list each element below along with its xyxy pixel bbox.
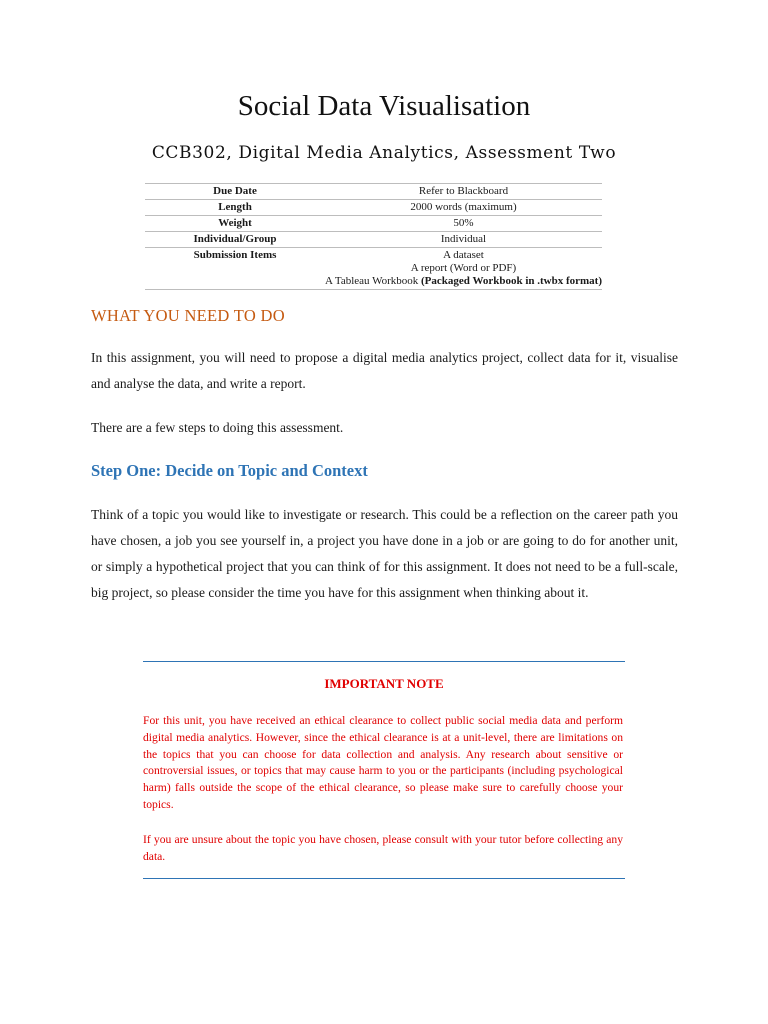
submission-item: A dataset [443,249,484,261]
table-row [145,184,602,200]
row-label: Length [218,201,252,213]
row-label: Weight [218,217,252,229]
row-value: Refer to Blackboard [418,185,509,197]
section-heading: WHAT YOU NEED TO DO [91,306,285,325]
row-value: Individual [440,233,487,245]
table-row [145,216,602,232]
table-row [145,200,602,216]
row-label: Due Date [213,185,257,197]
note-top-divider [143,661,625,662]
note-bottom-divider [143,878,625,879]
page-title: Social Data Visualisation [237,90,531,122]
assessment-details-table [145,183,602,290]
note-paragraph: If you are unsure about the topic you have chosen, please consult with your tutor before collecting any data. [143,833,623,863]
submission-item [325,275,602,288]
table-row [145,232,602,248]
note-paragraph: For this unit, you have received an ethical clearance to collect public social media data and perform digital media analytics. However, since the ethical clearance is at a unit-level, there are limitations on the topics that you can choose for data collection and analysis. Any research about sensitive or controversial issues, or topics that may cause harm to you or the participants (including psychological harm) falls outside the scope of the ethical clearance, so please make sure to carefully choose your topics. [143,714,623,811]
table-row [145,248,602,290]
step-one-paragraph: Think of a topic you would like to investigate or research. This could be a reflection on the career path you have chosen, a job you see yourself in, a project you have done in a job or are going to do for another unit, or simply a hypothetical project that you can think of for this assignment. It does not need to be a full-scale, big project, so please consider the time you have for this assignment when thinking about it. [91,507,678,600]
intro-paragraph: In this assignment, you will need to propose a digital media analytics project, collect data for it, visualise and analyse the data, and write a report. [91,350,678,391]
steps-paragraph: There are a few steps to doing this assessment. [91,420,344,435]
submission-item-plain: A Tableau Workbook [325,275,422,287]
step-one-heading: Step One: Decide on Topic and Context [91,461,368,480]
row-value-list [325,248,602,290]
row-label: Individual/Group [193,233,277,245]
note-title: IMPORTANT NOTE [324,676,444,691]
page-subtitle: CCB302, Digital Media Analytics, Assessment Two [151,143,617,163]
submission-item: A report (Word or PDF) [410,262,517,274]
row-value: 50% [453,217,474,229]
submission-item-bold: (Packaged Workbook in .twbx format) [421,275,603,287]
row-value: 2000 words (maximum) [410,201,517,213]
row-label: Submission Items [193,249,277,261]
